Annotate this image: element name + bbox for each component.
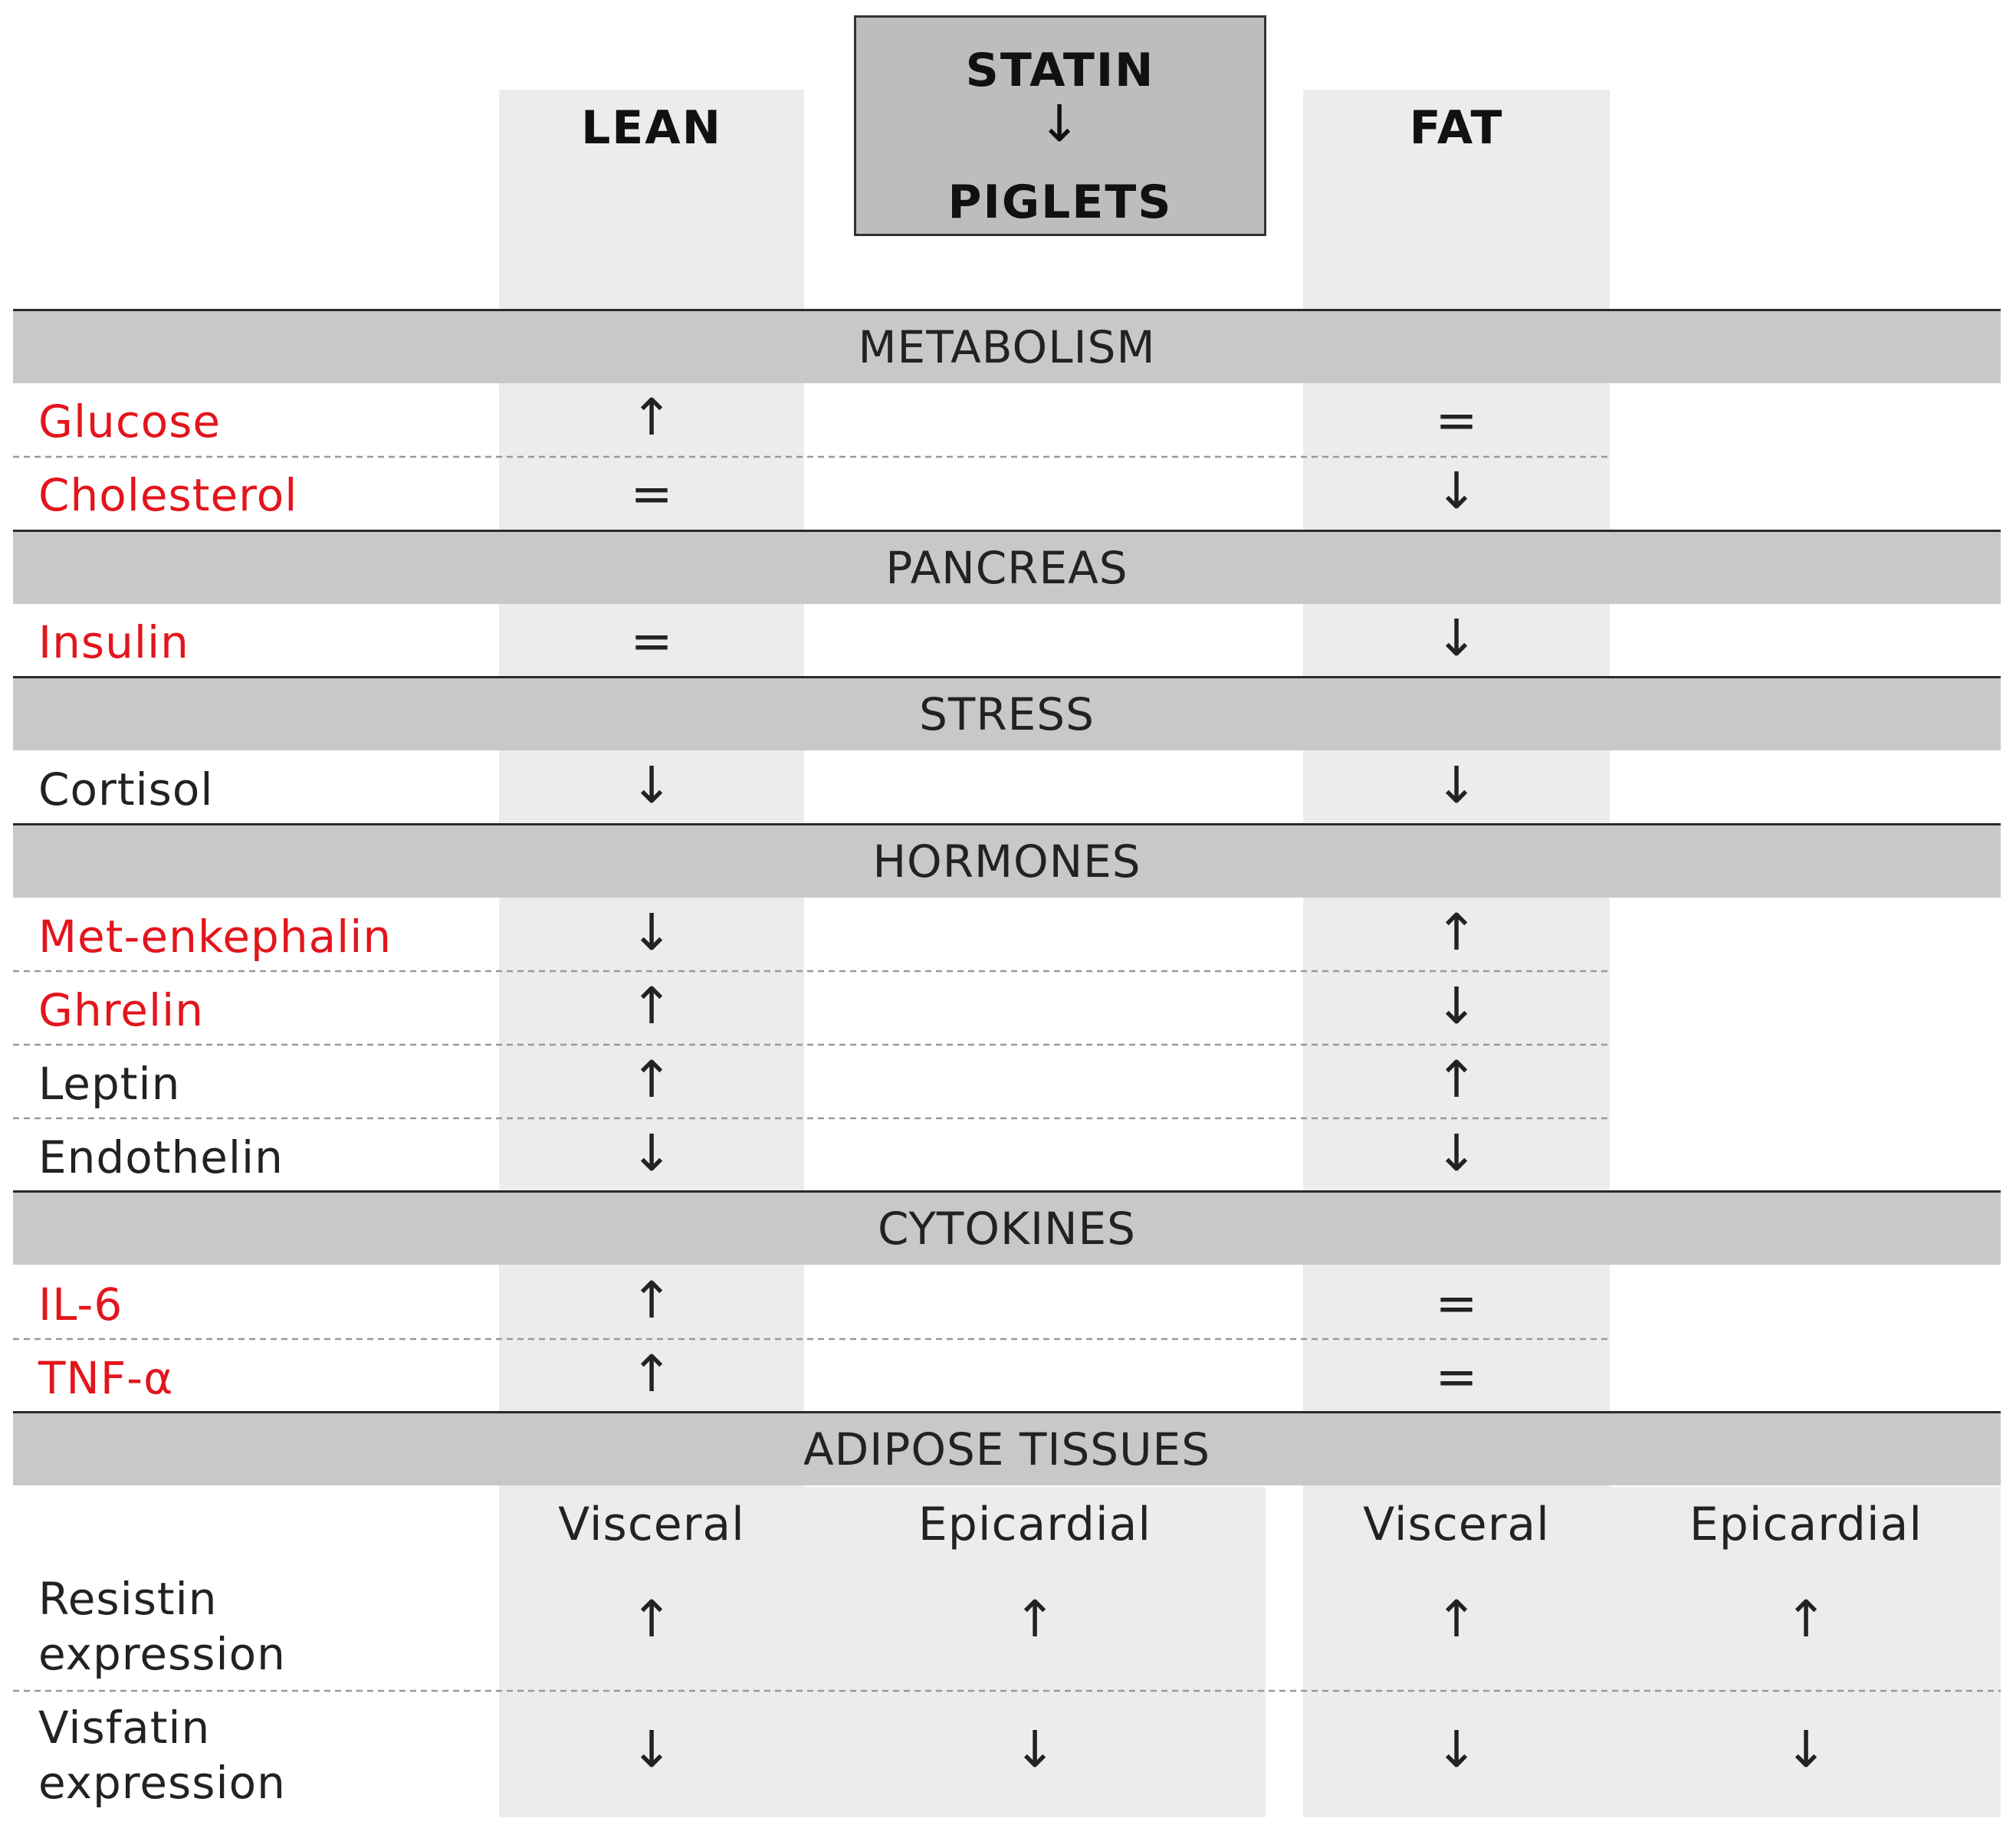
fat-header: FAT	[1409, 101, 1504, 155]
lean-glucose-symbol: ↑	[630, 388, 673, 447]
section-cytokines: CYTOKINES	[13, 1190, 2001, 1265]
resistin-lean-visceral-symbol: ↑	[630, 1590, 673, 1649]
visfatin-lean-epicardial-symbol: ↓	[1013, 1720, 1056, 1779]
visfatin-line2: expression	[38, 1757, 286, 1809]
lean-il6-symbol: ↑	[630, 1271, 673, 1330]
row-label-leptin: Leptin	[38, 1058, 181, 1110]
subheader-lean-visceral: Visceral	[558, 1498, 745, 1551]
resistin-line1: Resistin	[38, 1573, 218, 1625]
subheader-fat-visceral: Visceral	[1363, 1498, 1550, 1551]
lean-endothelin-symbol: ↓	[630, 1124, 673, 1183]
visfatin-fat-visceral-symbol: ↓	[1435, 1720, 1478, 1779]
section-pancreas: PANCREAS	[13, 530, 2001, 604]
row-label-met-enkephalin: Met-enkephalin	[38, 911, 392, 963]
fat-il6-symbol: =	[1435, 1274, 1478, 1333]
row-label-ghrelin: Ghrelin	[38, 984, 204, 1036]
resistin-fat-visceral-symbol: ↑	[1435, 1590, 1478, 1649]
down-arrow-icon: ↓	[1038, 94, 1082, 153]
lean-cholesterol-symbol: =	[630, 464, 673, 524]
piglets-label: PIGLETS	[947, 176, 1173, 229]
lean-cortisol-symbol: ↓	[630, 756, 673, 815]
row-label-resistin	[38, 1571, 286, 1682]
section-adipose-tissues: ADIPOSE TISSUES	[13, 1411, 2001, 1485]
row-label-endothelin: Endothelin	[38, 1131, 284, 1183]
fat-endothelin-symbol: ↓	[1435, 1124, 1478, 1183]
fat-cortisol-symbol: ↓	[1435, 756, 1478, 815]
row-label-insulin: Insulin	[38, 616, 189, 668]
row-label-cholesterol: Cholesterol	[38, 469, 298, 521]
visfatin-lean-visceral-symbol: ↓	[630, 1720, 673, 1779]
row-label-cortisol: Cortisol	[38, 763, 214, 816]
subheader-fat-epicardial: Epicardial	[1689, 1498, 1923, 1551]
lean-header: LEAN	[581, 101, 722, 155]
fat-cholesterol-symbol: ↓	[1435, 461, 1478, 520]
subheader-lean-epicardial: Epicardial	[918, 1498, 1152, 1551]
section-metabolism: METABOLISM	[13, 309, 2001, 383]
resistin-line2: expression	[38, 1628, 286, 1680]
lean-ghrelin-symbol: ↑	[630, 976, 673, 1036]
row-label-il6: IL-6	[38, 1278, 123, 1331]
fat-leptin-symbol: ↑	[1435, 1050, 1478, 1109]
section-stress: STRESS	[13, 676, 2001, 750]
lean-leptin-symbol: ↑	[630, 1050, 673, 1109]
row-label-visfatin	[38, 1700, 286, 1810]
resistin-lean-epicardial-symbol: ↑	[1013, 1590, 1056, 1649]
resistin-fat-epicardial-symbol: ↑	[1785, 1590, 1827, 1649]
visfatin-line1: Visfatin	[38, 1702, 211, 1754]
section-hormones: HORMONES	[13, 823, 2001, 898]
fat-metenk-symbol: ↑	[1435, 903, 1478, 962]
fat-tnf-symbol: =	[1435, 1347, 1478, 1406]
lean-insulin-symbol: =	[630, 612, 673, 671]
fat-ghrelin-symbol: ↓	[1435, 976, 1478, 1036]
row-label-tnf: TNF-α	[38, 1352, 174, 1404]
fat-glucose-symbol: =	[1435, 391, 1478, 450]
row-label-glucose: Glucose	[38, 395, 222, 448]
lean-metenk-symbol: ↓	[630, 903, 673, 962]
lean-tnf-symbol: ↑	[630, 1344, 673, 1403]
statin-label: STATIN	[965, 44, 1155, 97]
visfatin-fat-epicardial-symbol: ↓	[1785, 1720, 1827, 1779]
fat-insulin-symbol: ↓	[1435, 609, 1478, 668]
